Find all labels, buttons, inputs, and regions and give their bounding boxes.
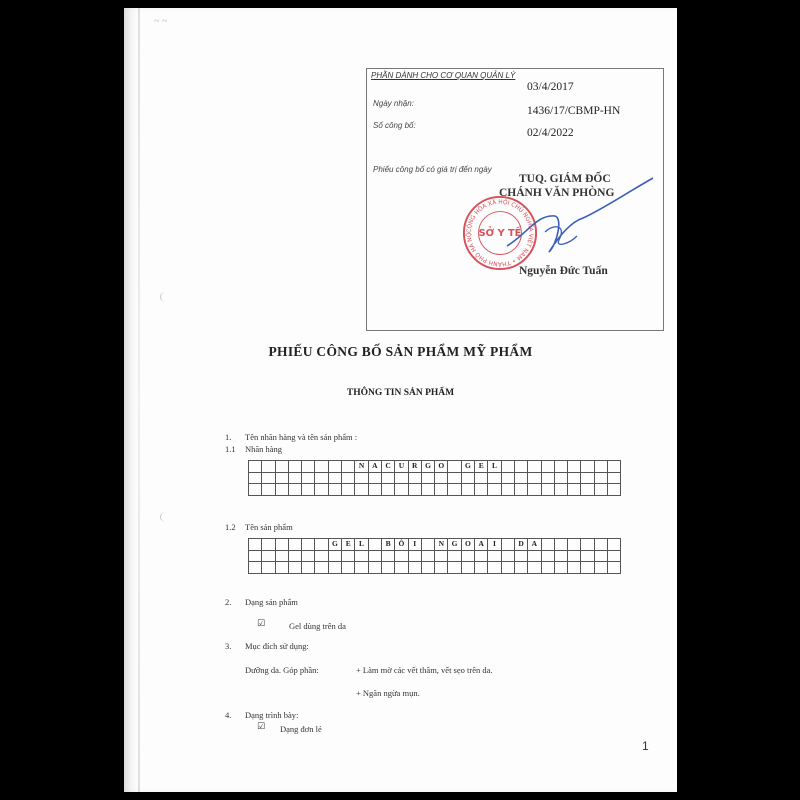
section-title: THÔNG TIN SẢN PHẨM xyxy=(346,388,455,398)
grid-empty-cell xyxy=(381,550,394,562)
grid-empty-cell xyxy=(381,472,394,484)
validity-label: Phiếu công bố có giá trị đến ngày xyxy=(373,165,492,174)
grid-empty-cell xyxy=(288,550,301,562)
grid-empty-cell xyxy=(475,562,488,574)
grid-empty-cell xyxy=(594,484,607,496)
item-1-2-label: Tên sản phẩm xyxy=(245,522,293,532)
grid-letter-cell xyxy=(568,461,581,473)
grid-empty-cell xyxy=(528,562,541,574)
item-3-label: Mục đích sử dụng: xyxy=(245,641,309,651)
grid-letter-cell xyxy=(262,539,275,551)
grid-empty-cell xyxy=(501,550,514,562)
grid-letter-cell xyxy=(501,539,514,551)
grid-empty-cell xyxy=(488,484,501,496)
grid-empty-cell xyxy=(315,472,328,484)
grid-empty-cell xyxy=(355,472,368,484)
grid-empty-cell xyxy=(554,472,567,484)
grid-empty-cell xyxy=(288,562,301,574)
grid-empty-cell xyxy=(368,550,381,562)
signer-name: Nguyễn Đức Tuấn xyxy=(519,265,608,277)
grid-empty-cell xyxy=(302,562,315,574)
grid-empty-cell xyxy=(328,562,341,574)
grid-empty-cell xyxy=(514,472,527,484)
grid-empty-cell xyxy=(488,562,501,574)
page-number: 1 xyxy=(642,739,649,753)
grid-letter-cell xyxy=(342,461,355,473)
grid-empty-cell xyxy=(315,484,328,496)
grid-empty-cell xyxy=(395,562,408,574)
grid-empty-cell xyxy=(328,550,341,562)
grid-letter-cell xyxy=(541,461,554,473)
grid-empty-cell xyxy=(528,472,541,484)
item-2-number: 2. xyxy=(225,597,232,607)
grid-empty-cell xyxy=(302,550,315,562)
grid-empty-cell xyxy=(501,484,514,496)
document-title: PHIẾU CÔNG BỐ SẢN PHẨM MỸ PHẨM xyxy=(268,344,533,359)
grid-empty-cell xyxy=(368,562,381,574)
grid-letter-cell xyxy=(554,539,567,551)
grid-letter-cell: G xyxy=(421,461,434,473)
grid-letter-cell: D xyxy=(514,539,527,551)
grid-empty-cell xyxy=(421,562,434,574)
grid-empty-cell xyxy=(448,550,461,562)
signer-title-line2: CHÁNH VĂN PHÒNG xyxy=(499,187,615,199)
item-2-value: Gel dùng trên da xyxy=(289,621,346,631)
grid-letter-cell xyxy=(568,539,581,551)
product-letter-grid xyxy=(248,538,621,574)
grid-letter-cell: G xyxy=(448,539,461,551)
grid-empty-cell xyxy=(581,562,594,574)
grid-empty-cell xyxy=(528,550,541,562)
grid-empty-cell xyxy=(408,550,421,562)
grid-letter-cell xyxy=(514,461,527,473)
grid-empty-cell xyxy=(514,550,527,562)
grid-empty-cell xyxy=(262,472,275,484)
grid-letter-cell xyxy=(594,539,607,551)
grid-empty-cell xyxy=(608,484,621,496)
grid-empty-cell xyxy=(435,472,448,484)
item-1-1-number: 1.1 xyxy=(225,444,236,454)
grid-letter-cell: A xyxy=(475,539,488,551)
grid-empty-cell xyxy=(262,484,275,496)
item-1-2-number: 1.2 xyxy=(225,522,236,532)
grid-letter-cell xyxy=(368,539,381,551)
grid-empty-cell xyxy=(541,550,554,562)
grid-empty-cell xyxy=(421,484,434,496)
grid-letter-cell: R xyxy=(408,461,421,473)
grid-empty-cell xyxy=(475,550,488,562)
grid-empty-cell xyxy=(435,484,448,496)
item-3-sub: Dưỡng da. Góp phần: xyxy=(245,665,319,675)
grid-letter-cell xyxy=(608,539,621,551)
grid-empty-cell xyxy=(395,484,408,496)
grid-empty-cell xyxy=(541,484,554,496)
grid-empty-cell xyxy=(249,562,262,574)
item-1-label: Tên nhãn hàng và tên sản phẩm : xyxy=(245,432,358,442)
grid-empty-cell xyxy=(554,562,567,574)
document-page xyxy=(124,8,677,792)
grid-empty-cell xyxy=(594,562,607,574)
item-1-number: 1. xyxy=(225,432,232,442)
grid-empty-cell xyxy=(408,562,421,574)
grid-empty-cell xyxy=(541,472,554,484)
grid-letter-cell: U xyxy=(395,461,408,473)
grid-letter-cell xyxy=(315,461,328,473)
grid-empty-cell xyxy=(554,484,567,496)
grid-empty-cell xyxy=(262,562,275,574)
grid-letter-cell: E xyxy=(475,461,488,473)
grid-empty-cell xyxy=(288,484,301,496)
grid-empty-cell xyxy=(275,550,288,562)
grid-letter-cell: G xyxy=(461,461,474,473)
grid-empty-cell xyxy=(395,472,408,484)
item-4-label: Dạng trình bày: xyxy=(245,710,299,720)
item-2-label: Dạng sản phẩm xyxy=(245,597,298,607)
grid-empty-cell xyxy=(368,472,381,484)
grid-letter-cell xyxy=(528,461,541,473)
grid-letter-cell: B xyxy=(381,539,394,551)
grid-empty-cell xyxy=(475,484,488,496)
grid-empty-cell xyxy=(288,472,301,484)
grid-empty-cell xyxy=(275,562,288,574)
grid-letter-cell: L xyxy=(355,539,368,551)
grid-empty-cell xyxy=(501,472,514,484)
grid-empty-cell xyxy=(488,550,501,562)
stamp-center-text: SỞ Y TẾ xyxy=(478,227,522,239)
grid-letter-cell xyxy=(541,539,554,551)
item-3-point-2: + Ngăn ngừa mụn. xyxy=(356,688,420,698)
announcement-number-label: Số công bố: xyxy=(373,121,416,130)
grid-empty-cell xyxy=(249,472,262,484)
grid-empty-cell xyxy=(435,550,448,562)
grid-empty-cell xyxy=(302,472,315,484)
faint-scribble: ~ ~ xyxy=(154,16,168,27)
grid-empty-cell xyxy=(581,472,594,484)
grid-letter-cell: N xyxy=(355,461,368,473)
grid-empty-cell xyxy=(342,562,355,574)
grid-empty-cell xyxy=(275,472,288,484)
grid-empty-cell xyxy=(302,484,315,496)
grid-letter-cell: E xyxy=(342,539,355,551)
grid-empty-cell xyxy=(554,550,567,562)
grid-empty-cell xyxy=(461,472,474,484)
grid-empty-cell xyxy=(568,562,581,574)
grid-letter-cell: A xyxy=(368,461,381,473)
grid-empty-cell xyxy=(568,484,581,496)
grid-letter-cell: A xyxy=(528,539,541,551)
grid-empty-cell xyxy=(342,472,355,484)
grid-letter-cell xyxy=(249,539,262,551)
grid-empty-cell xyxy=(608,550,621,562)
grid-empty-cell xyxy=(435,562,448,574)
grid-empty-cell xyxy=(461,562,474,574)
grid-empty-cell xyxy=(581,484,594,496)
grid-empty-cell xyxy=(342,550,355,562)
received-date-label: Ngày nhận: xyxy=(373,99,414,108)
grid-letter-cell: O xyxy=(435,461,448,473)
grid-empty-cell xyxy=(421,550,434,562)
grid-letter-cell xyxy=(554,461,567,473)
grid-empty-cell xyxy=(421,472,434,484)
grid-letter-cell xyxy=(275,539,288,551)
grid-empty-cell xyxy=(448,472,461,484)
grid-letter-cell xyxy=(421,539,434,551)
grid-empty-cell xyxy=(355,550,368,562)
grid-empty-cell xyxy=(368,484,381,496)
grid-empty-cell xyxy=(594,550,607,562)
grid-letter-cell: O xyxy=(461,539,474,551)
grid-letter-cell xyxy=(581,539,594,551)
grid-letter-cell: N xyxy=(435,539,448,551)
grid-empty-cell xyxy=(514,484,527,496)
grid-empty-cell xyxy=(381,484,394,496)
agency-section-box xyxy=(366,68,664,331)
grid-empty-cell xyxy=(355,562,368,574)
handwritten-signature xyxy=(497,174,657,274)
grid-letter-cell xyxy=(448,461,461,473)
grid-empty-cell xyxy=(448,562,461,574)
grid-letter-cell xyxy=(262,461,275,473)
grid-empty-cell xyxy=(461,550,474,562)
item-4-number: 4. xyxy=(225,710,232,720)
grid-letter-cell xyxy=(249,461,262,473)
grid-empty-cell xyxy=(249,484,262,496)
announcement-date-value: 02/4/2022 xyxy=(527,127,574,139)
grid-empty-cell xyxy=(581,550,594,562)
grid-empty-cell xyxy=(568,472,581,484)
grid-letter-cell xyxy=(501,461,514,473)
binding-edge xyxy=(138,8,140,792)
item-3-number: 3. xyxy=(225,641,232,651)
grid-letter-cell: I xyxy=(408,539,421,551)
grid-empty-cell xyxy=(381,562,394,574)
grid-empty-cell xyxy=(342,484,355,496)
grid-letter-cell xyxy=(581,461,594,473)
grid-letter-cell: Ô xyxy=(395,539,408,551)
grid-empty-cell xyxy=(315,562,328,574)
grid-empty-cell xyxy=(541,562,554,574)
grid-letter-cell: I xyxy=(488,539,501,551)
grid-empty-cell xyxy=(328,484,341,496)
grid-letter-cell xyxy=(315,539,328,551)
grid-letter-cell xyxy=(302,539,315,551)
received-date-value: 03/4/2017 xyxy=(527,81,574,93)
item-4-value: Dạng đơn lẻ xyxy=(280,724,322,734)
grid-empty-cell xyxy=(568,550,581,562)
grid-letter-cell xyxy=(275,461,288,473)
grid-letter-cell: L xyxy=(488,461,501,473)
item-1-1-label: Nhãn hàng xyxy=(245,444,283,454)
grid-empty-cell xyxy=(608,562,621,574)
grid-empty-cell xyxy=(501,562,514,574)
grid-empty-cell xyxy=(461,484,474,496)
grid-letter-cell xyxy=(328,461,341,473)
grid-letter-cell: G xyxy=(328,539,341,551)
punch-hole-mark xyxy=(160,512,171,522)
grid-empty-cell xyxy=(395,550,408,562)
grid-empty-cell xyxy=(448,484,461,496)
item-3-point-1: + Làm mờ các vết thâm, vết sẹo trên da. xyxy=(356,665,493,675)
grid-empty-cell xyxy=(475,472,488,484)
grid-empty-cell xyxy=(488,472,501,484)
grid-letter-cell xyxy=(302,461,315,473)
grid-letter-cell: C xyxy=(381,461,394,473)
brand-letter-grid xyxy=(248,460,621,496)
grid-empty-cell xyxy=(275,484,288,496)
announcement-number-value: 1436/17/CBMP-HN xyxy=(527,105,621,117)
grid-letter-cell xyxy=(608,461,621,473)
checkbox-icon: ☑ xyxy=(257,722,266,732)
agency-section-title: PHẦN DÀNH CHO CƠ QUAN QUẢN LÝ xyxy=(371,71,516,80)
grid-letter-cell xyxy=(288,461,301,473)
punch-hole-mark xyxy=(160,292,171,302)
grid-empty-cell xyxy=(262,550,275,562)
grid-letter-cell xyxy=(288,539,301,551)
grid-empty-cell xyxy=(315,550,328,562)
grid-empty-cell xyxy=(594,472,607,484)
grid-empty-cell xyxy=(408,472,421,484)
grid-empty-cell xyxy=(608,472,621,484)
signer-title-line1: TUQ. GIÁM ĐỐC xyxy=(519,173,611,185)
grid-letter-cell xyxy=(594,461,607,473)
grid-empty-cell xyxy=(328,472,341,484)
checkbox-icon: ☑ xyxy=(257,619,266,629)
grid-empty-cell xyxy=(408,484,421,496)
grid-empty-cell xyxy=(528,484,541,496)
grid-empty-cell xyxy=(514,562,527,574)
stamp-ring-text: CỘNG HÒA XÃ HỘI CHỦ NGHĨA VIỆT NAM • THÀNH PHỐ HÀ NỘ xyxy=(466,199,534,267)
grid-empty-cell xyxy=(355,484,368,496)
grid-empty-cell xyxy=(249,550,262,562)
